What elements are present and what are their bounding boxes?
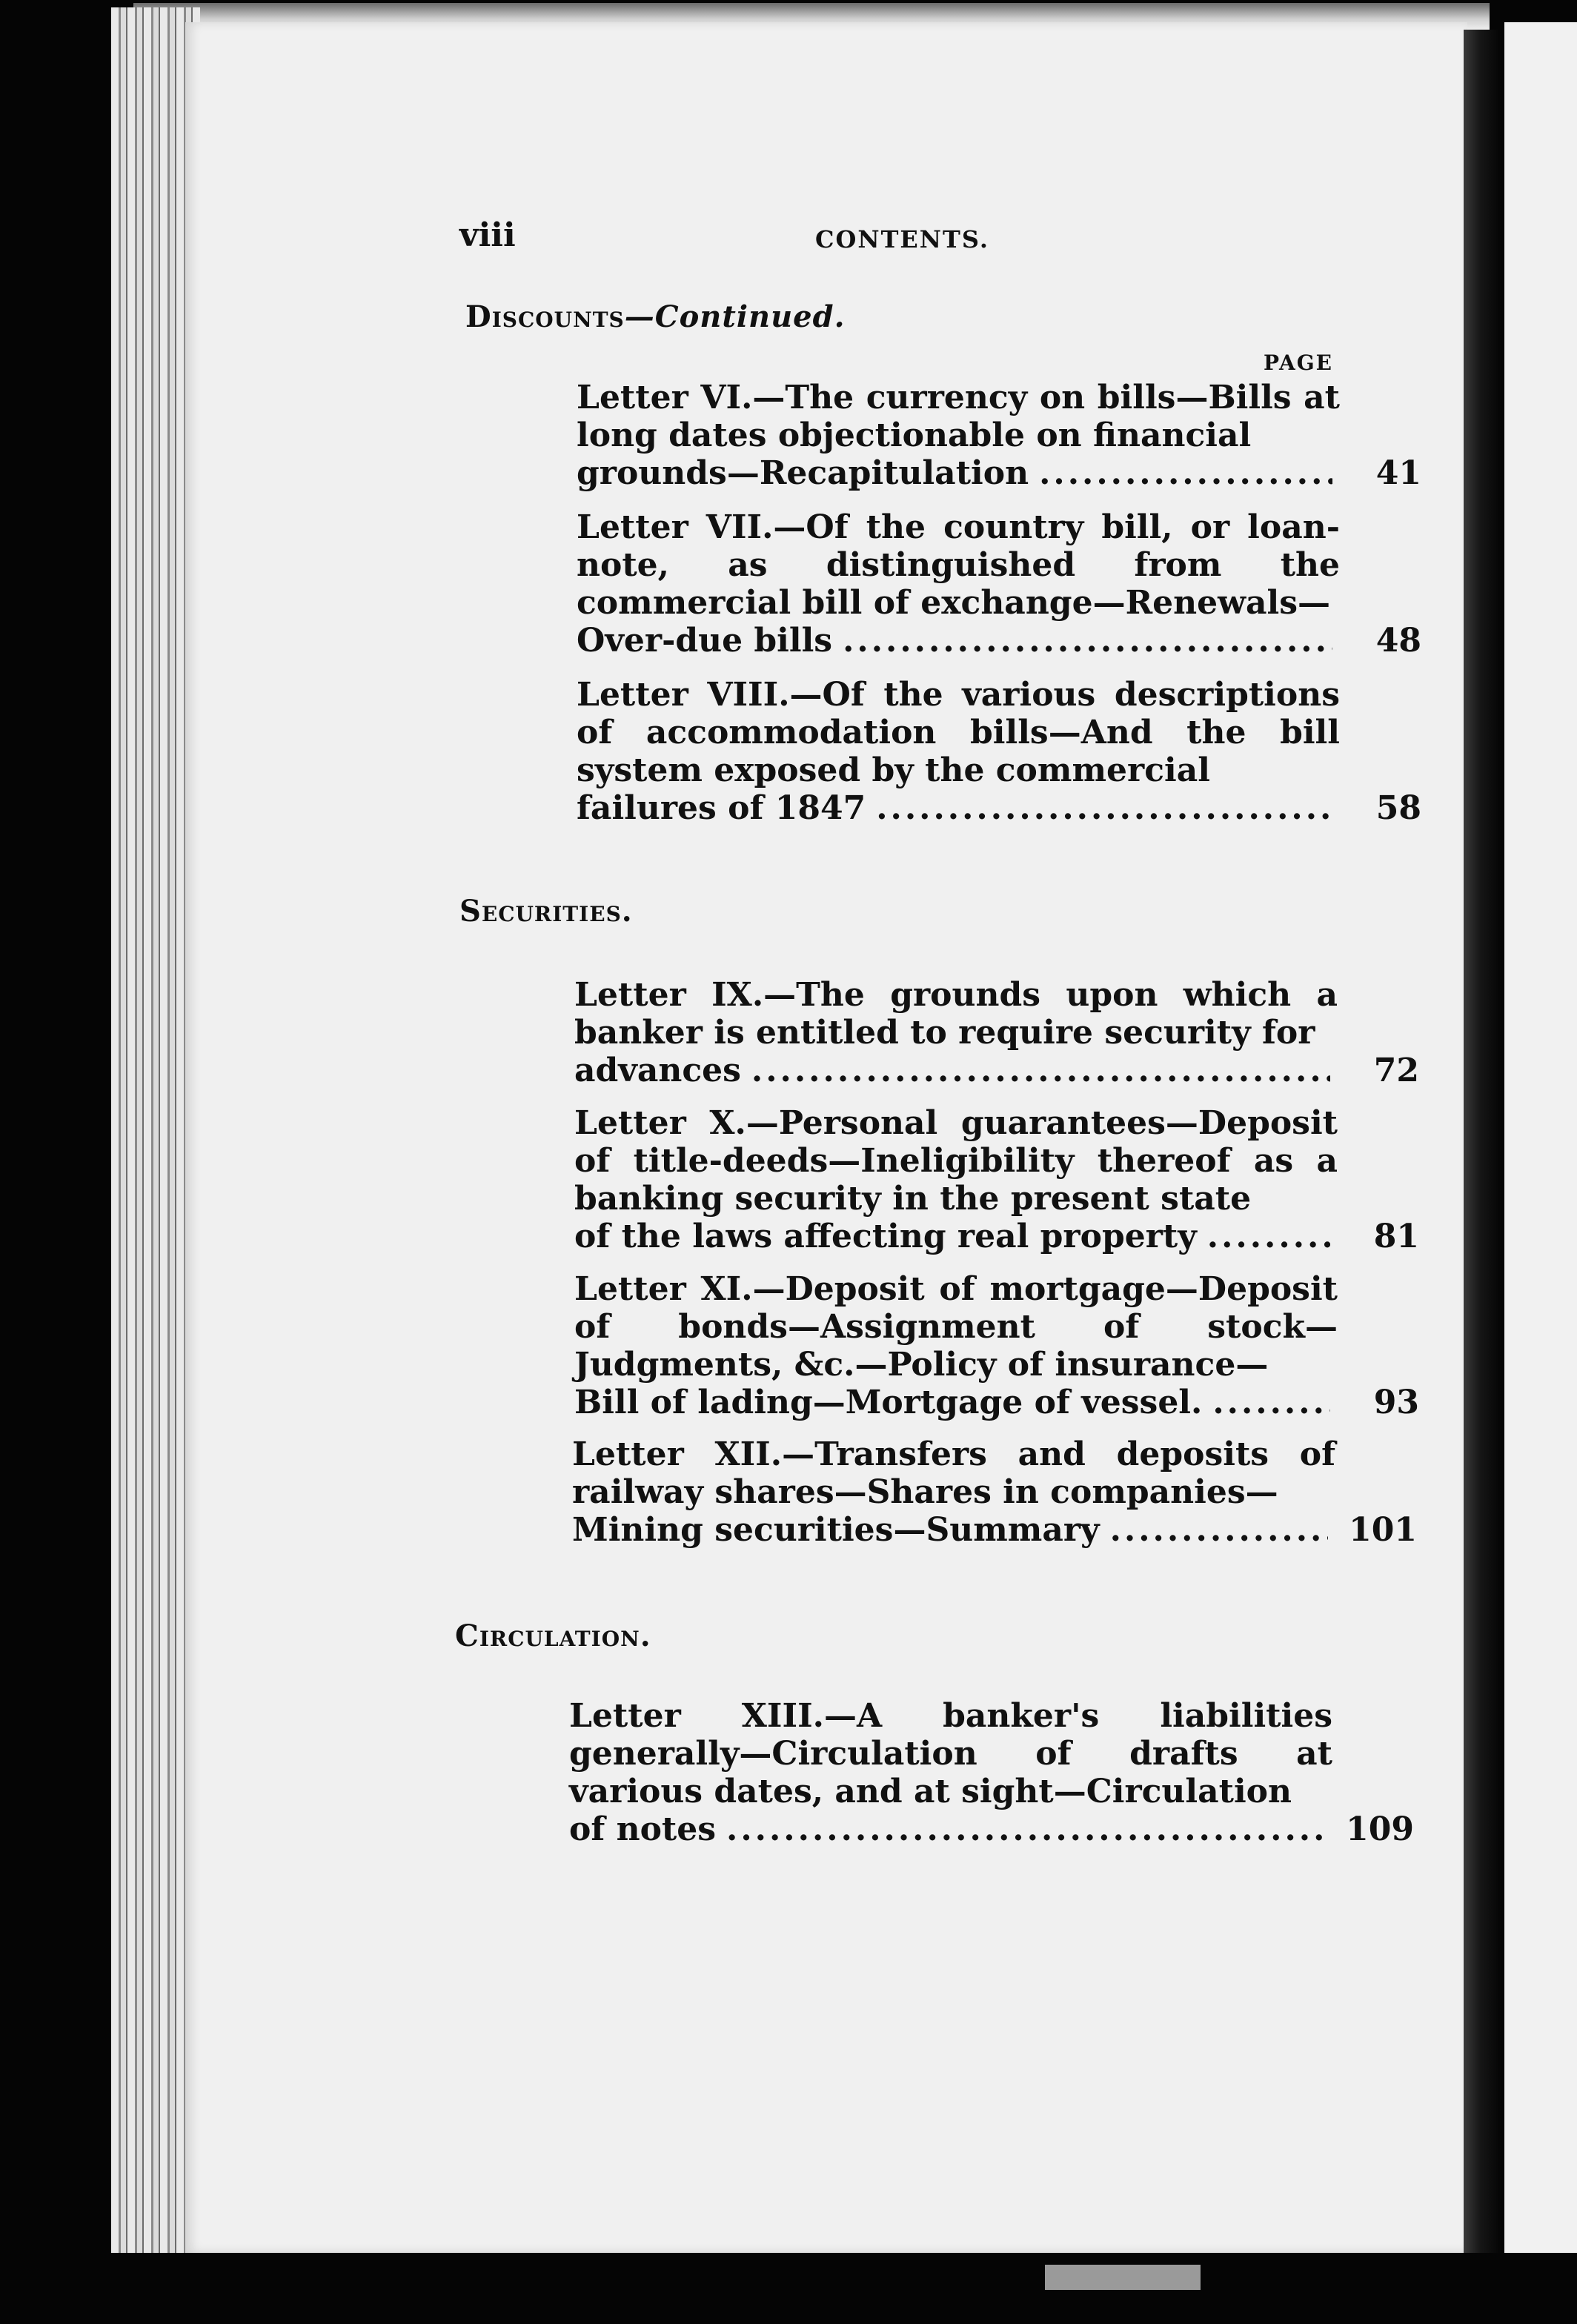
toc-entry bbox=[577, 676, 1421, 827]
page-column-label: PAGE bbox=[1264, 351, 1333, 375]
bookmark-tab bbox=[1045, 2265, 1201, 2290]
folio: viii bbox=[459, 216, 516, 254]
entry-text: Letter XIII.—A banker's liabilities generally—Circulation of drafts at various dates, and at sight—Circulation bbox=[569, 1697, 1332, 1810]
entry-last-line: of notes bbox=[569, 1810, 717, 1848]
dot-leader bbox=[1039, 454, 1332, 492]
page-number: 41 bbox=[1375, 454, 1421, 492]
section-heading-securities: Securities. bbox=[459, 894, 633, 929]
entry-last-line: Bill of lading—Mortgage of vessel. bbox=[574, 1384, 1203, 1421]
page-number: 109 bbox=[1346, 1810, 1414, 1848]
toc-entry bbox=[569, 1697, 1414, 1848]
section-heading-discounts: Discounts—Continued. bbox=[465, 299, 846, 334]
page-number: 48 bbox=[1375, 622, 1421, 660]
page-number: 81 bbox=[1373, 1218, 1419, 1255]
spine-shadow bbox=[1464, 30, 1501, 2253]
dot-leader bbox=[1110, 1511, 1328, 1549]
facing-page-edge bbox=[1504, 22, 1577, 2253]
dot-leader bbox=[751, 1052, 1330, 1089]
toc-entry bbox=[572, 1435, 1417, 1549]
entry-text: Letter IX.—The grounds upon which a banker is entitled to require security for bbox=[574, 976, 1338, 1052]
toc-entry bbox=[577, 508, 1421, 660]
dot-leader bbox=[1212, 1384, 1330, 1421]
toc-entry bbox=[574, 976, 1419, 1089]
page-number: 101 bbox=[1349, 1511, 1417, 1549]
toc-entry bbox=[577, 379, 1421, 492]
page-number: 72 bbox=[1373, 1052, 1419, 1089]
dot-leader bbox=[843, 622, 1332, 660]
page-number: 93 bbox=[1373, 1384, 1419, 1421]
running-head bbox=[459, 216, 1338, 261]
entry-text: Letter XII.—Transfers and deposits of railway shares—Shares in companies— bbox=[572, 1435, 1335, 1511]
entry-text: Letter VII.—Of the country bill, or loan-note, as distinguished from the commercial bill of exchange—Renewals— bbox=[577, 508, 1340, 622]
entry-text: Letter VIII.—Of the various descriptions of accommodation bills—And the bill system exposed by the commercial bbox=[577, 676, 1340, 789]
entry-last-line: Over-due bills bbox=[577, 622, 833, 660]
continued-label: —Continued. bbox=[624, 299, 846, 334]
section-heading-circulation: Circulation. bbox=[455, 1618, 651, 1653]
entry-last-line: of the laws affecting real property bbox=[574, 1218, 1197, 1255]
toc-entry bbox=[574, 1104, 1419, 1255]
running-title: CONTENTS. bbox=[815, 225, 989, 253]
dot-leader bbox=[726, 1810, 1325, 1848]
toc-entry bbox=[574, 1270, 1419, 1421]
entry-text: Letter XI.—Deposit of mortgage—Deposit of bonds—Assignment of stock—Judgments, &c.—Policy of insurance— bbox=[574, 1270, 1338, 1384]
entry-last-line: grounds—Recapitulation bbox=[577, 454, 1029, 492]
entry-last-line: failures of 1847 bbox=[577, 789, 866, 827]
dot-leader bbox=[876, 789, 1332, 827]
page-number: 58 bbox=[1375, 789, 1421, 827]
entry-text: Letter VI.—The currency on bills—Bills at long dates objectionable on financial bbox=[577, 379, 1340, 454]
entry-last-line: Mining securities—Summary bbox=[572, 1511, 1100, 1549]
dot-leader bbox=[1207, 1218, 1330, 1255]
entry-last-line: advances bbox=[574, 1052, 741, 1089]
entry-text: Letter X.—Personal guarantees—Deposit of title-deeds—Ineligibility thereof as a banking security in the present state bbox=[574, 1104, 1338, 1218]
